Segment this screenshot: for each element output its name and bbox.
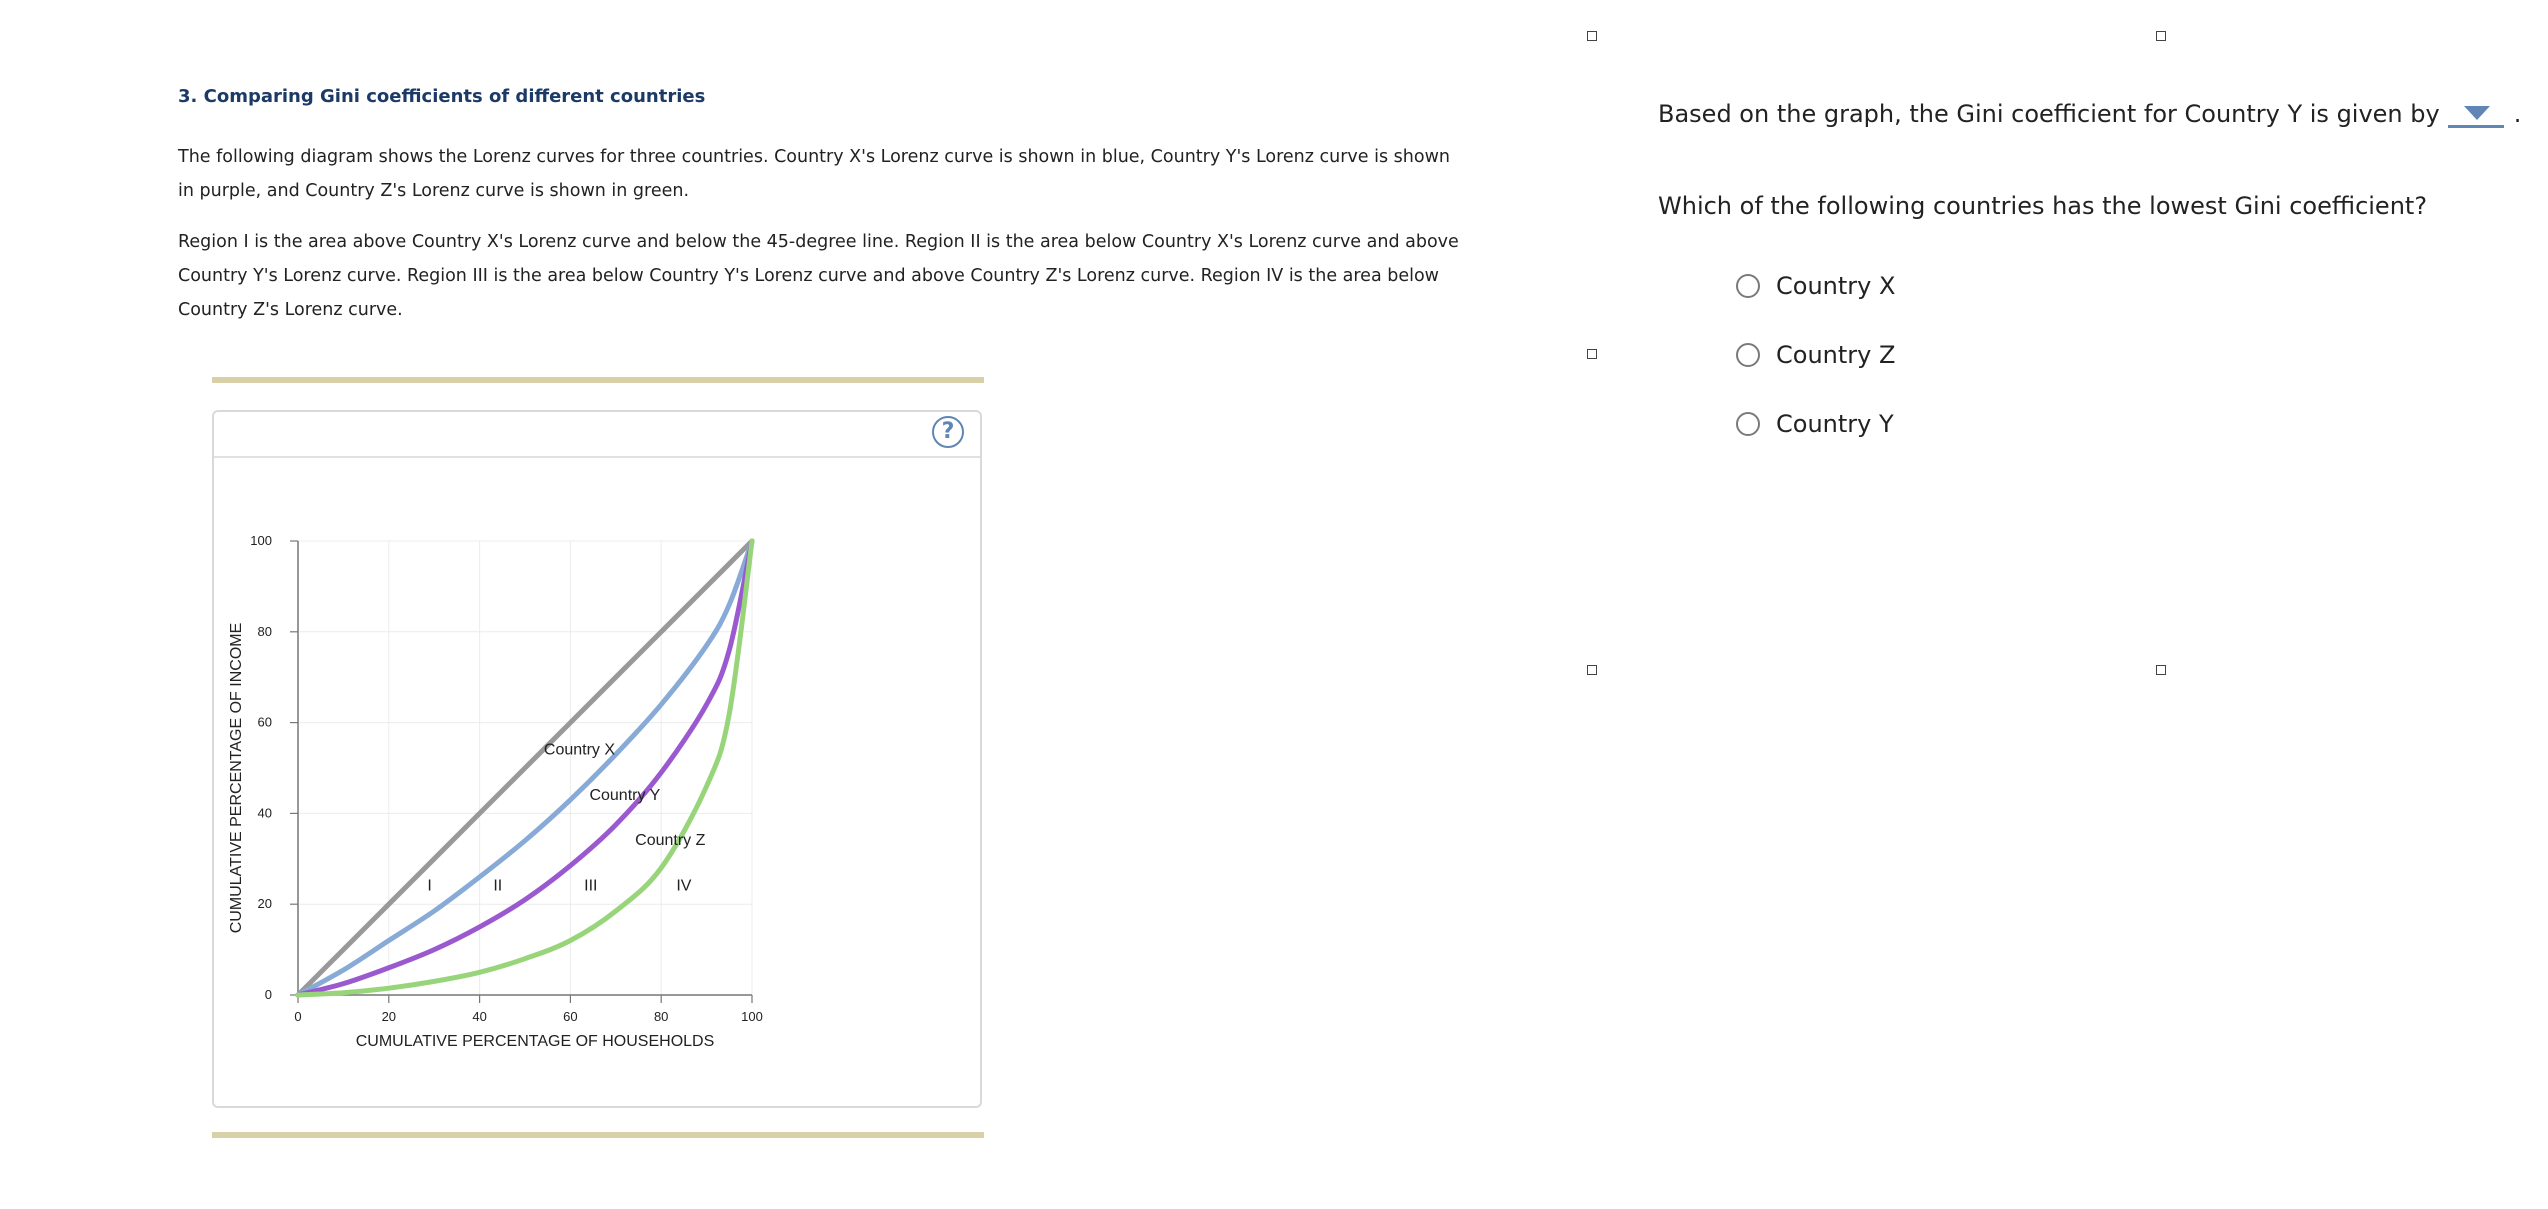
option-label: Country Y [1776,410,1894,438]
gini-dropdown[interactable] [2448,99,2504,128]
question-title: 3. Comparing Gini coefficients of different countries [178,86,706,107]
graph-top-band [212,377,984,383]
chart-annotation-country-y: Country Y [589,786,661,804]
x-tick-label: 40 [472,1009,487,1024]
radio-country-z[interactable] [1736,343,1760,367]
radio-country-x[interactable] [1736,274,1760,298]
chart-annotation-country-x: Country X [543,741,616,759]
y-tick-label: 0 [264,987,272,1002]
y-tick-label: 100 [250,533,272,548]
x-tick-label: 60 [563,1009,578,1024]
handle-top-right[interactable] [2156,31,2166,41]
chart-annotation-ii: II [493,877,503,895]
equality-line [298,541,752,995]
regions-paragraph: Region I is the area above Country X's Lorenz curve and below the 45-degree line. Region II is the area below Country X's Lorenz curve and above Country Y's Lorenz curve. Region III is the area below Country Y's Lorenz curve and above Country Z's Lorenz curve. Region IV is the area below Country Z's Lorenz curve. [178,232,1459,320]
intro-paragraph: The following diagram shows the Lorenz curves for three countries. Country X's Lorenz curve is shown in blue, Country Y's Lorenz curve is shown in purple, and Country Z's Lorenz curve is shown in green. [178,147,1450,201]
gini-question-text: Based on the graph, the Gini coefficient for Country Y is given by [1658,100,2440,128]
handle-bottom-left[interactable] [1587,665,1597,675]
chart-annotation-i: I [427,877,432,895]
chart-annotation-iv: IV [676,877,692,895]
x-tick-label: 80 [653,1009,669,1024]
handle-top-left[interactable] [1587,31,1597,41]
y-tick-label: 80 [257,623,272,639]
option-country-x[interactable] [1736,272,1895,300]
option-country-y[interactable] [1736,410,1894,438]
gini-question [1658,99,2521,128]
option-country-z[interactable] [1736,341,1895,369]
x-axis-title: CUMULATIVE PERCENTAGE OF HOUSEHOLDS [355,1033,715,1050]
x-tick-label: 20 [381,1009,397,1024]
gini-question-end: . [2513,100,2522,128]
radio-country-y[interactable] [1736,412,1760,436]
handle-bottom-right[interactable] [2156,665,2166,675]
help-icon[interactable]: ? [932,416,964,448]
graph-bottom-band [212,1132,984,1138]
y-tick-label: 20 [257,896,272,912]
x-tick-label: 0 [294,1009,302,1024]
y-axis-title: CUMULATIVE PERCENTAGE OF INCOME [228,622,245,934]
chart-annotation-iii: III [584,877,598,895]
option-label: Country Z [1776,341,1896,369]
handle-middle-left[interactable] [1587,349,1597,359]
y-tick-label: 40 [257,805,272,821]
option-label: Country X [1776,272,1896,300]
y-tick-label: 60 [257,714,272,730]
lowest-gini-question: Which of the following countries has the lowest Gini coefficient? [1658,192,2428,220]
chart-annotation-country-z: Country Z [635,832,706,850]
x-tick-label: 100 [741,1009,763,1024]
chevron-down-icon [2464,106,2490,120]
lorenz-chart [212,410,982,1108]
